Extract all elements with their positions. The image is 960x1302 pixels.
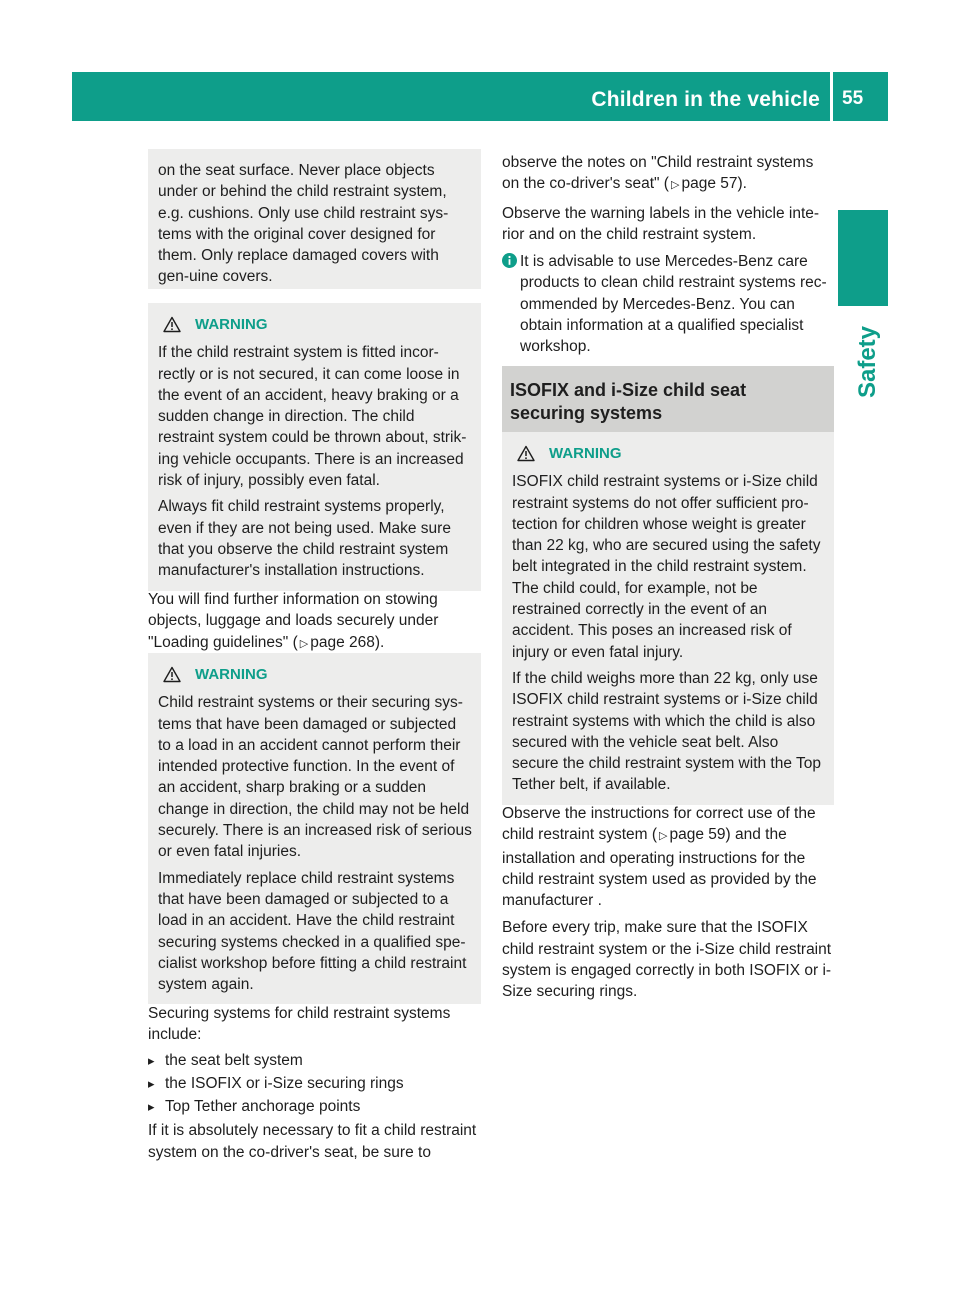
section-heading: ISOFIX and i-Size child seat securing systems — [502, 366, 834, 438]
info-note — [502, 251, 834, 357]
warning-box-1-inner — [148, 303, 481, 591]
right-column — [502, 152, 834, 358]
warning-label: WARNING — [195, 666, 268, 683]
warning-text: If the child restraint system is fitted incor-rectly or is not secured, it can come loose in the event of an accident, heavy braking or a sudden change in direction. The child restraint system could be thrown about, strik-ing vehicle occupants. There is an increased risk of injury, possibly even fatal. — [158, 344, 467, 490]
page-reference-link[interactable]: page 268 — [310, 633, 375, 651]
before-trip-text: Before every trip, make sure that the ISOFIX child restraint system or the i-Size child restraint system is engaged correctly in both ISOFIX or i-Size securing rings. — [502, 919, 832, 1001]
stowing-text — [148, 589, 481, 655]
warning-text: Immediately replace child restraint systems that have been damaged or subjected to a load in an accident. Have the child restraint securing systems checked in a qualified spe-cialist workshop before fitting a child restraint system again. — [158, 869, 467, 994]
warning-heading — [512, 443, 826, 464]
side-tab-marker — [838, 210, 888, 306]
warning-labels-text: Observe the warning labels in the vehicle inte-rior and on the child restraint system. — [502, 204, 820, 243]
text-run: observe the notes on "Child restraint systems on the co-driver's seat" ( — [502, 154, 814, 193]
warning-triangle-icon — [517, 445, 535, 462]
page-ref-arrow-icon: ▷ — [659, 830, 668, 843]
text-run: You will find further information on stowing objects, luggage and loads securely under "Loading guidelines" ( — [148, 591, 439, 651]
list-item: ▸ the ISOFIX or i-Size securing rings — [148, 1073, 481, 1094]
continued-note-text: on the seat surface. Never place objects under or behind the child restraint system, e.g. cushions. Only use child restraint sys-tems with the original cover designed for them. Only replace damaged covers with gen-uine covers. — [158, 162, 449, 286]
list-item: ▸ the seat belt system — [148, 1050, 481, 1071]
text-run: ). — [737, 175, 747, 193]
text-run: ). — [374, 633, 385, 651]
warning-heading — [158, 314, 473, 335]
header-divider — [830, 72, 833, 121]
instructions-text — [502, 803, 834, 911]
securing-list — [148, 1050, 481, 1118]
securing-systems-section — [148, 1003, 481, 1169]
instructions-section — [502, 803, 834, 1009]
codriver-notes-text — [502, 152, 834, 197]
warning-box-2 — [148, 653, 481, 1004]
continued-note-box — [148, 149, 481, 289]
securing-intro: Securing systems for child restraint systems include: — [148, 1005, 451, 1044]
page-ref-arrow-icon: ▷ — [299, 637, 309, 650]
warning-triangle-icon — [163, 666, 181, 683]
warning-label: WARNING — [195, 316, 268, 333]
warning-heading — [158, 664, 473, 685]
warning-box-3 — [502, 432, 834, 805]
warning-triangle-icon — [163, 316, 181, 333]
page-header — [72, 72, 888, 121]
warning-box-1 — [148, 303, 481, 591]
info-note-text: It is advisable to use Mercedes-Benz care products to clean child restraint systems rec-ommended by Mercedes-Benz. You can obtain information at a qualified specialist workshop. — [520, 253, 827, 356]
left-column — [148, 149, 481, 289]
warning-text: Child restraint systems or their securing sys-tems that have been damaged or subjected to a load in an accident cannot perform their intended protective function. In the event of an accident, sharp braking or a sudden change in direction, the child may not be held securely. There is an increased risk of serious or even fatal injuries. — [158, 694, 472, 861]
warning-box-2-inner — [148, 653, 481, 1004]
info-icon — [502, 253, 517, 268]
side-tab-label: Safety — [854, 325, 881, 399]
header-title: Children in the vehicle — [591, 88, 820, 111]
page-reference-link[interactable]: page 59 — [669, 826, 726, 844]
list-item: ▸ Top Tether anchorage points — [148, 1096, 481, 1117]
text-run: ) and the installation and operating instructions for the child restraint system used as provided by the manufacturer . — [502, 826, 817, 910]
warning-text: Always fit child restraint systems properly, even if they are not being used. Make sure that you observe the child restraint system manufacturer's installation instructions. — [158, 498, 451, 580]
warning-text: If the child weighs more than 22 kg, only use ISOFIX child restraint systems or i-Size child restraint systems with which the child is also secured with the vehicle seat belt. Also secure the child restraint system with the Top Tether belt, if available. — [512, 669, 821, 794]
codriver-seat-text: If it is absolutely necessary to fit a child restraint system on the co-driver's seat, be sure to — [148, 1122, 477, 1161]
page-number: 55 — [842, 88, 864, 109]
text-run: Observe the instructions for correct use of the child restraint system ( — [502, 805, 816, 844]
page-ref-arrow-icon: ▷ — [670, 179, 680, 192]
stowing-paragraph — [148, 589, 481, 661]
warning-text: ISOFIX child restraint systems or i-Size child restraint systems do not offer sufficient pro-tection for children whose weight is greater than 22 kg, who are secured using the safety belt integrated in the child restraint system. The child could, for example, not be restrained correctly in the event of an accident. This poses an increased risk of injury or even fatal injury. — [512, 473, 821, 661]
warning-box-3-inner — [502, 432, 834, 805]
page-reference-link[interactable]: page 57 — [681, 175, 738, 193]
warning-label: WARNING — [549, 445, 622, 462]
